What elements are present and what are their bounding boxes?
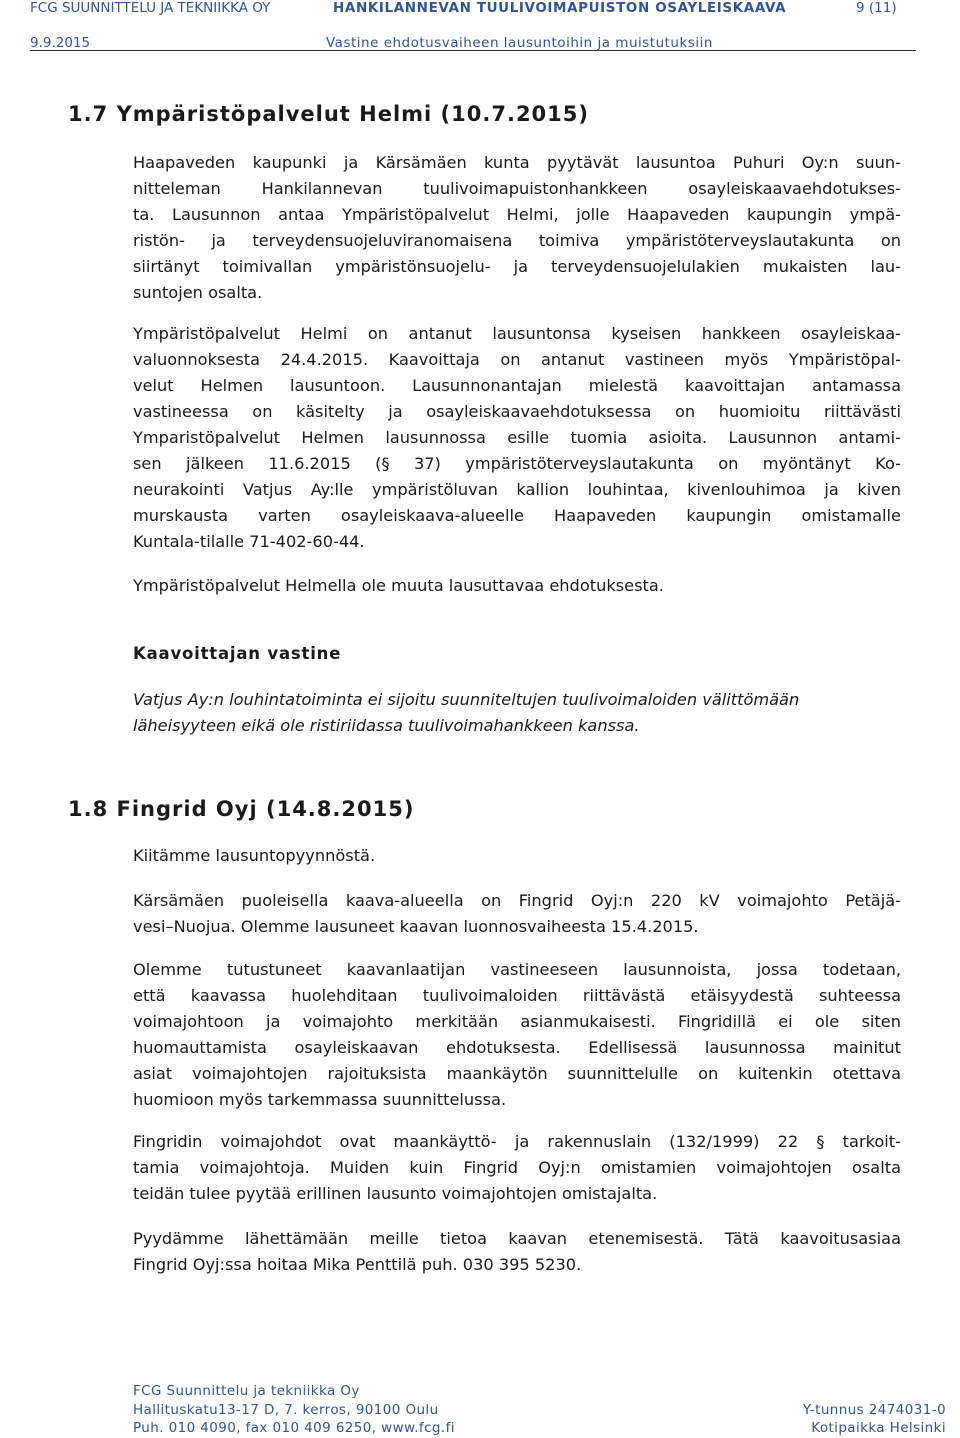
text-line: Fingridin voimajohdot ovat maankäyttö- ja rakennuslain (132/1999) 22 § tarkoit- <box>133 1132 901 1151</box>
section-1-8-paragraph-1 <box>133 843 901 869</box>
text-line: huomauttamista osayleiskaavan ehdotuksesta. Edellisessä lausunnossa mainitut <box>133 1038 901 1057</box>
text-line: ristön- ja terveydensuojeluviranomaisena toimiva ympäristöterveyslautakunta on <box>133 231 901 250</box>
text-line: että kaavassa huolehditaan tuulivoimaloiden riittävästä etäisyydestä suhteessa <box>133 986 901 1005</box>
header-company: FCG SUUNNITTELU JA TEKNIIKKA OY <box>30 0 271 16</box>
response-heading: Kaavoittajan vastine <box>133 644 342 663</box>
header-project: HANKILANNEVAN TUULIVOIMAPUISTON OSAYLEISKAAVA <box>333 0 787 16</box>
text-line: Pyydämme lähettämään meille tietoa kaavan etenemisestä. Tätä kaavoitusasiaa <box>133 1229 901 1248</box>
section-1-8-paragraph-2 <box>133 888 901 940</box>
text-line: neurakointi Vatjus Ay:lle ympäristöluvan kallion louhintaa, kivenlouhimoa ja kiven <box>133 480 901 499</box>
text-line: nitteleman Hankilannevan tuulivoimapuistonhankkeen osayleiskaavaehdotukses- <box>133 179 901 198</box>
section-1-7-paragraph-2 <box>133 321 901 555</box>
section-1-8-paragraph-5 <box>133 1226 901 1278</box>
text-line: Kiitämme lausuntopyynnöstä. <box>133 846 376 865</box>
text-line: sen jälkeen 11.6.2015 (§ 37) ympäristöterveyslautakunta on myöntänyt Ko- <box>133 454 901 473</box>
footer-business-id: Y-tunnus 2474031-0 <box>802 1402 946 1418</box>
response-text <box>133 687 901 739</box>
header-page-number: 9 (11) <box>856 0 897 16</box>
text-line: siirtänyt toimivallan ympäristönsuojelu- ja terveydensuojelulakien mukaisten lau- <box>133 257 901 276</box>
text-line: ta. Lausunnon antaa Ympäristöpalvelut Helmi, jolle Haapaveden kaupungin ympä- <box>133 205 901 224</box>
text-line: vastineessa on käsitelty ja osayleiskaavaehdotuksessa on huomioitu riittävästi <box>133 402 901 421</box>
text-line: Fingrid Oyj:ssa hoitaa Mika Penttilä puh. 030 395 5230. <box>133 1255 582 1274</box>
text-line: Ymparistöpalvelut Helmen lausunnossa esille tuomia asioita. Lausunnon antami- <box>133 428 901 447</box>
footer-address: Hallituskatu13-17 D, 7. kerros, 90100 Oulu <box>133 1402 439 1418</box>
text-line: Vatjus Ay:n louhintatoiminta ei sijoitu suunniteltujen tuulivoimaloiden välittömään <box>133 690 800 709</box>
header-subtitle: Vastine ehdotusvaiheen lausuntoihin ja muistutuksiin <box>326 35 713 51</box>
header-divider <box>30 50 916 51</box>
text-line: läheisyyteen eikä ole ristiriidassa tuulivoimahankkeen kanssa. <box>133 716 640 735</box>
text-line: teidän tulee pyytää erillinen lausunto voimajohtojen omistajalta. <box>133 1184 658 1203</box>
section-1-7-paragraph-3 <box>133 573 901 599</box>
text-line: asiat voimajohtojen rajoituksista maankäytön suunnittelulle on kuitenkin otettava <box>133 1064 901 1083</box>
text-line: Ympäristöpalvelut Helmi on antanut lausuntonsa kyseisen hankkeen osayleiskaa- <box>133 324 901 343</box>
footer-company: FCG Suunnittelu ja tekniikka Oy <box>133 1383 360 1399</box>
text-line: huomioon myös tarkemmassa suunnittelussa. <box>133 1090 507 1109</box>
header-date: 9.9.2015 <box>30 35 91 51</box>
section-1-8-paragraph-4 <box>133 1129 901 1207</box>
text-line: voimajohtoon ja voimajohto merkitään asianmukaisesti. Fingridillä ei ole siten <box>133 1012 901 1031</box>
section-heading-1-7: 1.7 Ympäristöpalvelut Helmi (10.7.2015) <box>68 102 589 126</box>
text-line: suntojen osalta. <box>133 283 263 302</box>
text-line: velut Helmen lausuntoon. Lausunnonantajan mielestä kaavoittajan antamassa <box>133 376 901 395</box>
section-1-8-paragraph-3 <box>133 957 901 1113</box>
text-line: murskausta varten osayleiskaava-alueelle Haapaveden kaupungin omistamalle <box>133 506 901 525</box>
text-line: Olemme tutustuneet kaavanlaatijan vastineeseen lausunnoista, jossa todetaan, <box>133 960 901 979</box>
text-line: Ympäristöpalvelut Helmella ole muuta lausuttavaa ehdotuksesta. <box>133 576 664 595</box>
text-line: Haapaveden kaupunki ja Kärsämäen kunta pyytävät lausuntoa Puhuri Oy:n suun- <box>133 153 901 172</box>
text-line: Kuntala-tilalle 71-402-60-44. <box>133 532 365 551</box>
footer-domicile: Kotipaikka Helsinki <box>811 1420 946 1436</box>
text-line: Kärsämäen puoleisella kaava-alueella on Fingrid Oyj:n 220 kV voimajohto Petäjä- <box>133 891 901 910</box>
footer-phone: Puh. 010 4090, fax 010 409 6250, www.fcg.fi <box>133 1420 455 1436</box>
text-line: tamia voimajohtoja. Muiden kuin Fingrid Oyj:n omistamien voimajohtojen osalta <box>133 1158 901 1177</box>
section-1-7-paragraph-1 <box>133 150 901 306</box>
text-line: vesi–Nuojua. Olemme lausuneet kaavan luonnosvaiheesta 15.4.2015. <box>133 917 699 936</box>
section-heading-1-8: 1.8 Fingrid Oyj (14.8.2015) <box>68 797 415 821</box>
text-line: valuonnoksesta 24.4.2015. Kaavoittaja on antanut vastineen myös Ympäristöpal- <box>133 350 901 369</box>
